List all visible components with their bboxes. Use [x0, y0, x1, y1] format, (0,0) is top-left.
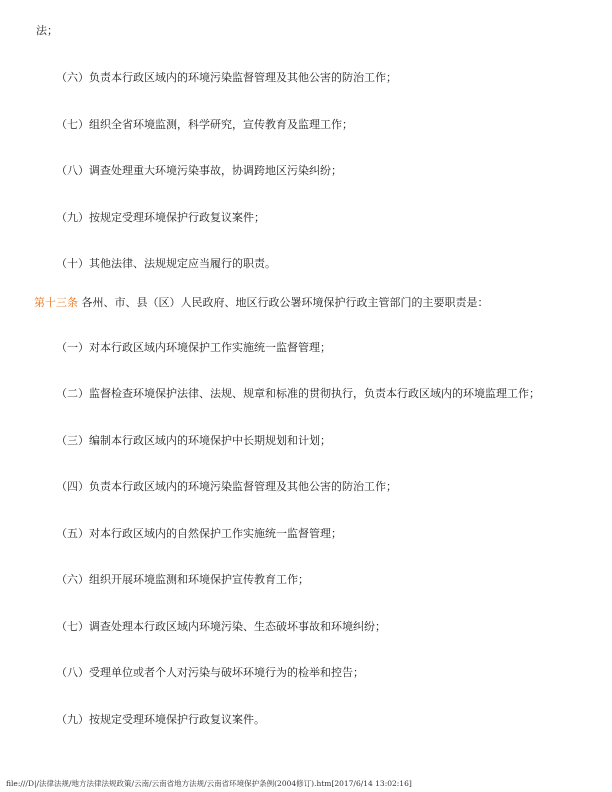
item-text: 对本行政区域内环境保护工作实施统一监督管理； — [89, 341, 331, 354]
item-text: 负责本行政区域内的环境污染监督管理及其他公害的防治工作； — [89, 71, 397, 84]
item-number: （八） — [56, 666, 89, 679]
item-text: 负责本行政区域内的环境污染监督管理及其他公害的防治工作； — [89, 480, 397, 493]
item-text: 其他法律、法规规定应当履行的职责。 — [89, 257, 276, 270]
item-text: 组织开展环境监测和环境保护宣传教育工作； — [89, 573, 309, 586]
list-item — [56, 118, 353, 132]
item-number: （五） — [56, 527, 89, 540]
item-number: （六） — [56, 71, 89, 84]
list-item — [56, 666, 364, 680]
item-number: （六） — [56, 573, 89, 586]
item-number: （九） — [56, 713, 89, 726]
list-item — [56, 387, 540, 401]
list-item — [56, 71, 397, 85]
footer-file-path: file:///D|/法律法规/地方法律法规政策/云南/云南省地方法规/云南省环境保护条例(2004修订).htm[2017/6/14 13:02:16] — [6, 779, 412, 788]
list-item — [56, 257, 276, 271]
item-text: 监督检查环境保护法律、法规、规章和标准的贯彻执行，负责本行政区域内的环境监理工作； — [89, 387, 540, 400]
item-text: 组织全省环境监测，科学研究，宣传教育及监理工作； — [89, 118, 353, 131]
article-text: 各州、市、县（区）人民政府、地区行政公署环境保护行政主管部门的主要职责是： — [78, 296, 489, 309]
item-number: （八） — [56, 164, 89, 177]
article-label: 第十三条 — [34, 296, 78, 309]
item-text: 调查处理本行政区域内环境污染、生态破坏事故和环境纠纷； — [89, 620, 386, 633]
item-number: （七） — [56, 620, 89, 633]
item-number: （七） — [56, 118, 89, 131]
list-item — [56, 527, 342, 541]
item-number: （一） — [56, 341, 89, 354]
item-text: 对本行政区域内的自然保护工作实施统一监督管理； — [89, 527, 342, 540]
item-text: 按规定受理环境保护行政复议案件； — [89, 211, 265, 224]
list-item — [56, 434, 331, 448]
list-item — [56, 620, 386, 634]
list-item — [56, 573, 309, 587]
list-item — [56, 164, 342, 178]
list-item — [56, 341, 331, 355]
article-heading — [34, 296, 489, 310]
item-text: 编制本行政区域内的环境保护中长期规划和计划； — [89, 434, 331, 447]
item-number: （二） — [56, 387, 89, 400]
item-number: （九） — [56, 211, 89, 224]
list-item — [56, 713, 265, 727]
item-text: 调查处理重大环境污染事故，协调跨地区污染纠纷； — [89, 164, 342, 177]
item-text: 受理单位或者个人对污染与破坏环境行为的检举和控告； — [89, 666, 364, 679]
list-item — [56, 480, 397, 494]
item-text: 按规定受理环境保护行政复议案件。 — [89, 713, 265, 726]
lead-fragment: 法； — [36, 24, 58, 37]
item-number: （十） — [56, 257, 89, 270]
item-number: （三） — [56, 434, 89, 447]
list-item — [56, 211, 265, 225]
item-number: （四） — [56, 480, 89, 493]
